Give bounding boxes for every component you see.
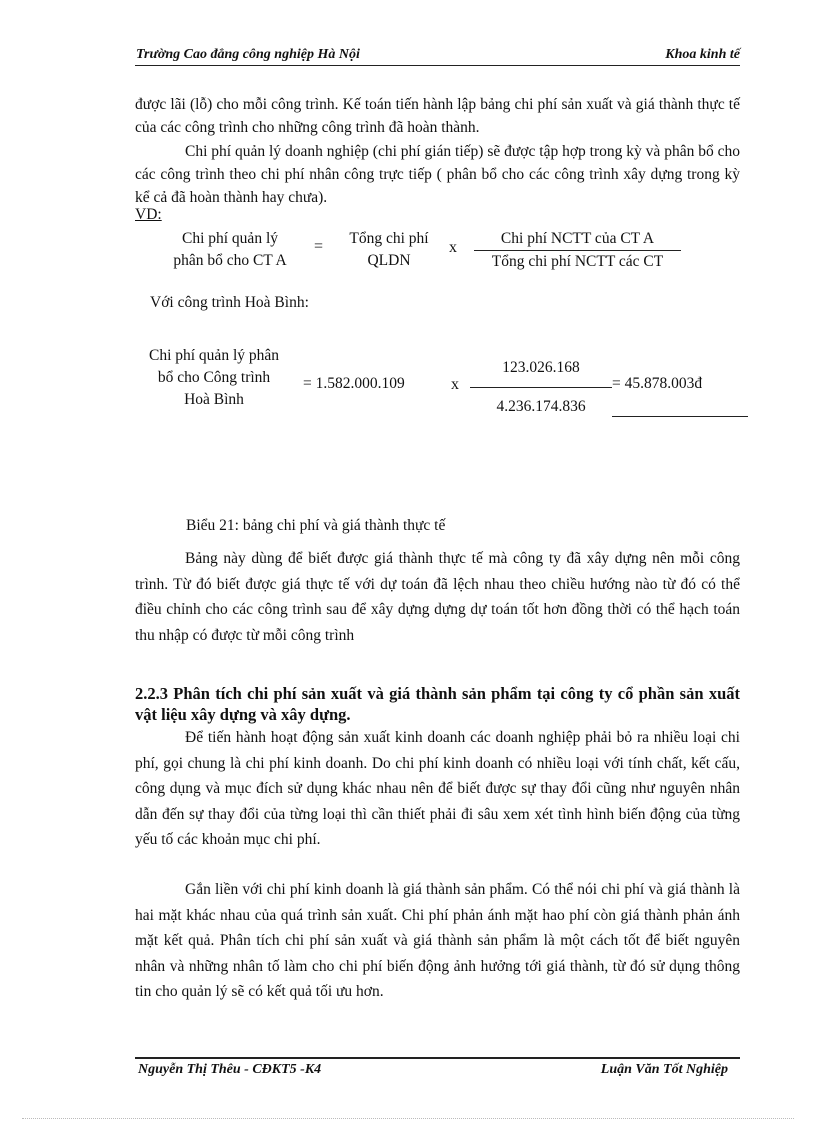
page-edge-dotted-line (22, 1118, 794, 1119)
formula1-total-line1: Tổng chi phí (349, 230, 429, 247)
formula2-lhs-line3: Hoà Bình (184, 391, 244, 408)
section-heading: 2.2.3 Phân tích chi phí sản xuất và giá thành sản phẩm tại công ty cổ phần sản xuất vật liệu xây dựng và xây dựng. (135, 684, 740, 724)
formula1-times: x (449, 239, 457, 256)
formula2-lhs-line2: bổ cho Công trình (157, 369, 271, 386)
formula2-result: = 45.878.003đ (612, 375, 703, 392)
header-rule (135, 65, 740, 66)
table-caption: Biểu 21: bảng chi phí và giá thành thực tế (186, 517, 446, 534)
paragraph-1: được lãi (lỗ) cho mỗi công trình. Kế toán tiến hành lập bảng chi phí sản xuất và giá thành thực tế của các công trình cho những công trình đã hoàn thành. (135, 96, 740, 136)
formula2-fraction-bar (470, 387, 612, 388)
formula1-fraction (470, 228, 685, 273)
footer-title: Luận Văn Tốt Nghiệp (600, 1062, 728, 1077)
paragraph-4: Để tiến hành hoạt động sản xuất kinh doanh các doanh nghiệp phải bỏ ra nhiều loại chi phí, gọi chung là chi phí kinh doanh. Do chi phí kinh doanh có nhiều loại với tính chất, kết cấu, công dụng và mục đích sử dụng khác nhau nên để biết được sự thay đổi cũng như nguyên nhân dẫn đến sự thay đổi của từng loại thì cần thiết phải đi sâu xem xét tình hình biến động của từng yếu tố các khoản mục chi phí. (135, 729, 740, 848)
formula2-lhs-line1: Chi phí quản lý phân (148, 347, 280, 364)
paragraph-3: Bảng này dùng để biết được giá thành thực tế mà công ty đã xây dựng nên mỗi công trình. Từ đó biết được giá thực tế với dự toán đã lệch nhau theo chiều hướng nào từ đó có thể điều chỉnh cho các công trình sau để xây dựng dựng dự toán tốt hơn đồng thời có thể hạch toán thu nhập có được từ mỗi công trình (135, 550, 740, 644)
formula1-numerator: Chi phí NCTT của CT A (500, 230, 655, 247)
formula2-numerator: 123.026.168 (502, 359, 580, 376)
formula1-denominator: Tổng chi phí NCTT các CT (474, 250, 681, 273)
hoa-binh-intro: Với công trình Hoà Bình: (150, 294, 309, 311)
formula1-total (330, 228, 448, 272)
header-school: Trường Cao đẳng công nghiệp Hà Nội (136, 47, 360, 62)
formula2-times: x (451, 376, 459, 393)
formula2-lhs (125, 345, 303, 411)
footer-rule (135, 1057, 740, 1059)
paragraph-5: Gắn liền với chi phí kinh doanh là giá thành sản phẩm. Có thể nói chi phí và giá thành là hai mặt khác nhau của quá trình sản xuất. Chi phí phản ánh mặt hao phí còn giá thành phản ánh mặt kết quả. Phân tích chi phí sản xuất và giá thành sản phẩm là một cách tốt để biết nguyên nhân và những nhân tố làm cho chi phí biến động ảnh hưởng tới giá thành, từ đó sử dụng thông tin cho quản lý sẽ có kết quả tối ưu hơn. (135, 881, 740, 1000)
formula1-equals: = (314, 238, 324, 255)
formula2-denominator: 4.236.174.836 (496, 398, 586, 415)
header-faculty: Khoa kinh tế (665, 47, 740, 62)
formula1-lhs-line1: Chi phí quản lý (181, 230, 278, 247)
footer-author: Nguyễn Thị Thêu - CĐKT5 -K4 (138, 1062, 322, 1077)
formula1-lhs-line2: phân bổ cho CT A (173, 252, 287, 269)
formula2-result-rule (612, 416, 748, 417)
formula1-total-line2: QLDN (367, 252, 411, 269)
formula2-total: = 1.582.000.109 (303, 375, 405, 392)
formula1-lhs (145, 228, 315, 272)
paragraph-2: Chi phí quản lý doanh nghiệp (chi phí gián tiếp) sẽ được tập hợp trong kỳ và phân bổ cho các công trình theo chi phí nhân công trực tiếp ( phân bổ cho các công trình xây dựng trong kỳ kể cả đã hoàn thành hay chưa). (135, 143, 740, 206)
example-label: VD: (135, 206, 162, 223)
